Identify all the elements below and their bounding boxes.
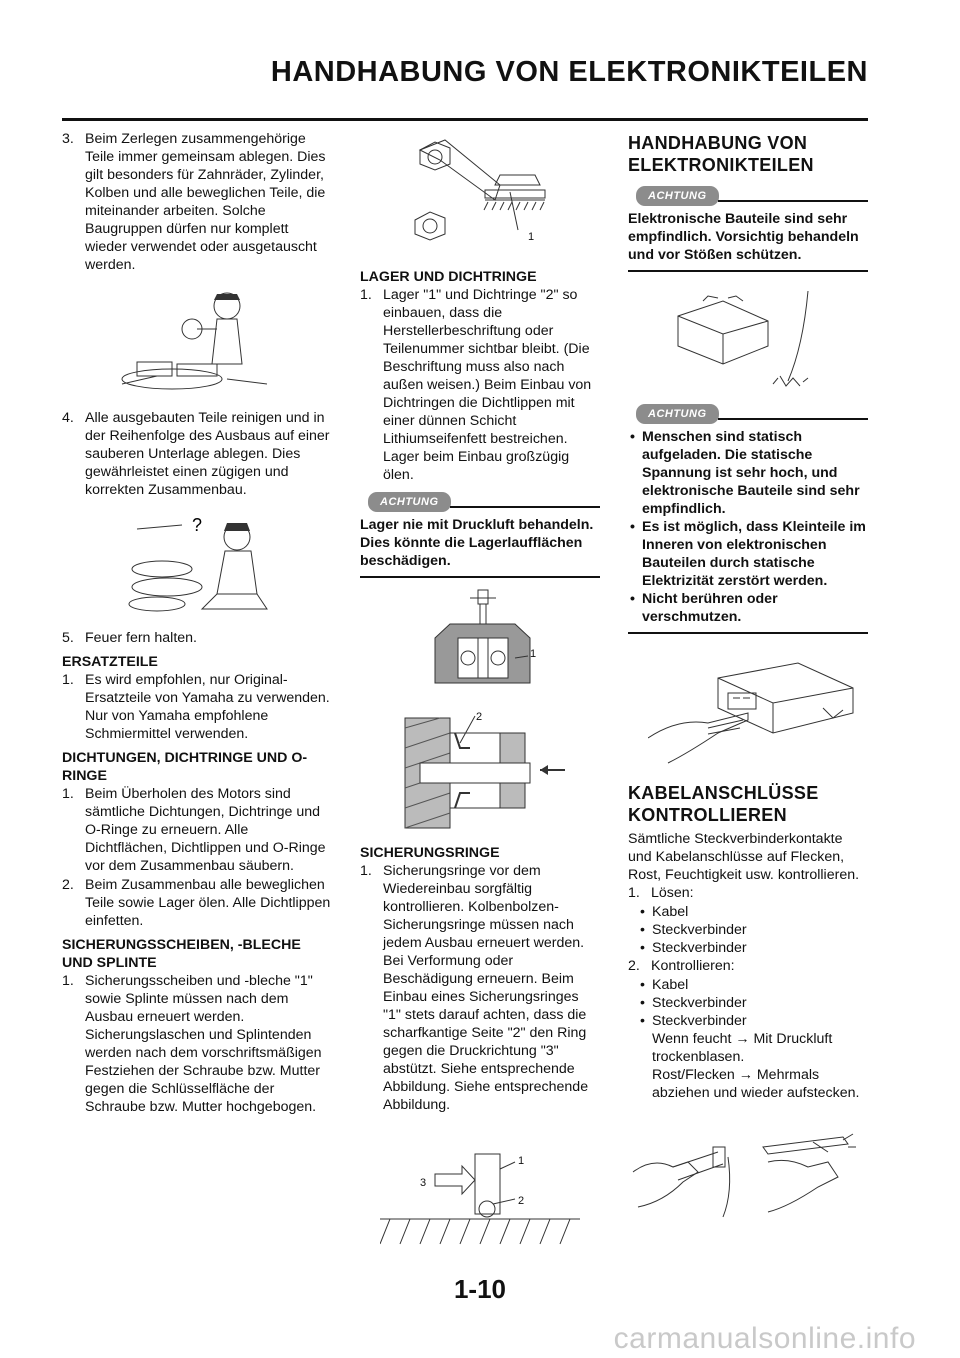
- caution-header: [360, 490, 600, 512]
- hand-touching-connector-illustration: [648, 658, 868, 768]
- caution-rule: [718, 418, 868, 420]
- svg-text:?: ?: [192, 515, 203, 535]
- item-text: Beim Zerlegen zusammengehörige Teile immer gemeinsam ablegen. Dies gilt besonders für Zahnräder, Zylinder, Kolben und alle beweglichen Teile, die miteinander arbeiten. Solche Baugruppen dürfen nur komplett wieder verwendet oder ausgetauscht werden.: [85, 131, 326, 273]
- bullet-item: [628, 590, 868, 626]
- bullet-text: Es ist möglich, dass Kleinteile im Inneren von elektronischen Bauteilen durch statische Elektrizität zerstört werden.: [642, 519, 866, 589]
- caution-text: Lager nie mit Druckluft behandeln. Dies könnte die Lagerlaufflächen beschädigen.: [360, 516, 600, 578]
- item-text: Es wird empfohlen, nur Original-Ersatzteile von Yamaha zu verwenden. Nur von Yamaha empfohlene Schmiermittel verwenden.: [85, 672, 330, 742]
- bullet-dot: •: [630, 591, 635, 607]
- note-text: Wenn feucht → Mit Druckluft trockenblasen.: [652, 1031, 833, 1065]
- header-rule: [62, 118, 868, 121]
- falling-ecu-illustration: [668, 286, 868, 396]
- page-number: 1-10: [453, 1274, 507, 1304]
- column-3: [628, 130, 868, 1222]
- item-text: Lösen:: [651, 885, 694, 901]
- item-text: Lager "1" und Dichtringe "2" so einbauen, dass die Herstellerbeschriftung oder Teilenummer sichtbar bleibt. (Die Beschriftung muss also nach außen weisen.) Beim Einbau von Dichtringen die Dichtlippen mit einer dünnen Schicht Lithiumseifenfett bestreichen. Lager beim Einbau großzügig ölen.: [383, 287, 592, 483]
- bullet-item: [638, 1012, 868, 1030]
- bearing-press-illustration: [420, 588, 600, 708]
- list-item: [360, 286, 600, 484]
- item-text: Kontrollieren:: [651, 958, 735, 974]
- bullet-text: Kabel: [652, 904, 689, 920]
- item-text: Beim Überholen des Motors sind sämtliche Dichtungen, Dichtringe und O-Ringe zu erneuern. Alle Dichtflächen, Dichtlippen und O-Ringe vor dem Zusammenbau säubern.: [85, 786, 326, 874]
- bullet-item: [638, 976, 868, 994]
- watermark: carmanualsonline.info: [613, 1322, 916, 1355]
- item-number: 2.: [628, 958, 640, 974]
- item-number: 1.: [628, 885, 640, 901]
- bullet-text: Steckverbinder: [652, 995, 747, 1011]
- list-item: [62, 629, 332, 647]
- list-item: [628, 957, 868, 975]
- bullet-text: Menschen sind statisch aufgeladen. Die statische Spannung ist sehr hoch, und elektronische Bauteile sind sehr empfindlich.: [642, 429, 860, 517]
- item-number: 3.: [62, 131, 74, 147]
- column-2: [360, 130, 600, 1254]
- caution-header: [628, 402, 868, 424]
- list-item: [628, 884, 868, 902]
- bullet-item: [638, 994, 868, 1012]
- figure-label: 1: [530, 648, 537, 660]
- list-item: [62, 671, 332, 743]
- bullet-item: [638, 921, 868, 939]
- bullet-dot: •: [640, 995, 645, 1011]
- item-number: 1.: [62, 786, 74, 802]
- item-number: 5.: [62, 630, 74, 646]
- section-heading-ersatzteile: ERSATZTEILE: [62, 654, 158, 670]
- bullet-dot: •: [630, 429, 635, 445]
- kabel-intro: Sämtliche Steckverbinderkontakte und Kabelanschlüsse auf Flecken, Rost, Feuchtigkeit usw. kontrollieren.: [628, 831, 860, 883]
- section-heading-elektronik: HANDHABUNG VON ELEKTRONIKTEILEN: [628, 133, 814, 175]
- caution-badge: ACHTUNG: [636, 404, 719, 424]
- item-text: Alle ausgebauten Teile reinigen und in der Reihenfolge des Ausbaus auf einer sauberen Unterlage ablegen. Dies gewährleistet einen zügigen und korrekten Zusammenbau.: [85, 410, 330, 498]
- bullet-item: [638, 939, 868, 957]
- confused-mechanic-illustration: [127, 509, 332, 619]
- item-number: 1.: [360, 863, 372, 879]
- caution-text: Elektronische Bauteile sind sehr empfindlich. Vorsichtig behandeln und vor Stößen schützen.: [628, 210, 868, 272]
- item-number: 1.: [62, 973, 74, 989]
- section-heading-sicherungsscheiben: SICHERUNGSSCHEIBEN, -BLECHE UND SPLINTE: [62, 937, 301, 971]
- seal-press-illustration: [400, 708, 600, 838]
- item-number: 4.: [62, 410, 74, 426]
- mechanic-sorting-parts-illustration: [117, 284, 332, 399]
- bullet-item: [628, 518, 868, 590]
- item-number: 1.: [360, 287, 372, 303]
- bullet-list: [628, 976, 868, 1102]
- caution-badge: ACHTUNG: [368, 492, 451, 512]
- list-item: [62, 972, 332, 1116]
- item-text: Sicherungsringe vor dem Wiedereinbau sorgfältig kontrollieren. Kolbenbolzen-Sicherungsringe müssen nach jedem Ausbau erneuert werden. Bei Verformung oder Beschädigung erneuern. Beim Einbau eines Sicherungsringes "1" stets darauf achten, dass die scharfkantige Seite "2" den Ring gegen die Druckrichtung "3" abstützt. Siehe entsprechende Abbildung. Siehe entsprechende Abbildung.: [383, 863, 589, 1113]
- section-heading-lager: LAGER UND DICHTRINGE: [360, 269, 537, 285]
- bullet-text: Steckverbinder: [652, 922, 747, 938]
- section-heading-dichtungen: DICHTUNGEN, DICHTRINGE UND O-RINGE: [62, 750, 308, 784]
- bullet-dot: •: [640, 904, 645, 920]
- figure-label: 2: [518, 1195, 525, 1207]
- list-item: [62, 130, 332, 274]
- bullet-text: Steckverbinder: [652, 940, 747, 956]
- item-text: Beim Zusammenbau alle beweglichen Teile sowie Lager ölen. Alle Dichtlippen einfetten.: [85, 877, 331, 929]
- bullet-dot: •: [640, 1013, 645, 1029]
- section-heading-kabel: KABELANSCHLÜSSE KONTROLLIEREN: [628, 783, 819, 825]
- bullet-list: [628, 903, 868, 957]
- note-text: Rost/Flecken → Mehrmals abziehen und wieder aufstecken.: [652, 1067, 860, 1101]
- item-text: Sicherungsscheiben und -bleche "1" sowie Splinte müssen nach dem Ausbau erneuert werden. Sicherungslaschen und Splintenden werden nach dem vorschriftsmäßigen Festziehen der Schraube bzw. Mutter gegen die Schlüsselfläche der Schraube bzw. Mutter hochgebogen.: [85, 973, 322, 1115]
- list-item: [360, 862, 600, 1114]
- figure-label: 3: [420, 1177, 427, 1189]
- list-item: [62, 409, 332, 499]
- bullet-text: Kabel: [652, 977, 689, 993]
- bullet-text: Steckverbinder: [652, 1013, 747, 1029]
- caution-badge: ACHTUNG: [636, 186, 719, 206]
- figure-label: 1: [528, 231, 535, 243]
- caution-bullet-list: [628, 428, 868, 634]
- bullet-dot: •: [630, 519, 635, 535]
- bullet-item: [638, 903, 868, 921]
- circlip-illustration: [380, 1144, 600, 1254]
- caution-rule: [718, 200, 868, 202]
- item-number: 1.: [62, 672, 74, 688]
- list-item: [62, 785, 332, 875]
- caution-header: [628, 184, 868, 206]
- page-header-title: HANDHABUNG VON ELEKTRONIKTEILEN: [270, 56, 868, 88]
- bullet-item: [628, 428, 868, 518]
- item-text: Feuer fern halten.: [85, 630, 197, 646]
- bullet-dot: •: [640, 940, 645, 956]
- section-heading-sicherungsringe: SICHERUNGSRINGE: [360, 845, 500, 861]
- column-1: [62, 130, 332, 1117]
- figure-label: 1: [518, 1155, 525, 1167]
- list-item: [62, 876, 332, 930]
- figure-label: 2: [476, 711, 483, 723]
- connector-cleaning-illustration: [628, 1132, 868, 1222]
- bullet-dot: •: [640, 922, 645, 938]
- caution-rule: [450, 506, 600, 508]
- bullet-text: Nicht berühren oder verschmutzen.: [642, 591, 778, 625]
- lock-washer-illustration: [400, 130, 600, 262]
- bullet-dot: •: [640, 977, 645, 993]
- item-number: 2.: [62, 877, 74, 893]
